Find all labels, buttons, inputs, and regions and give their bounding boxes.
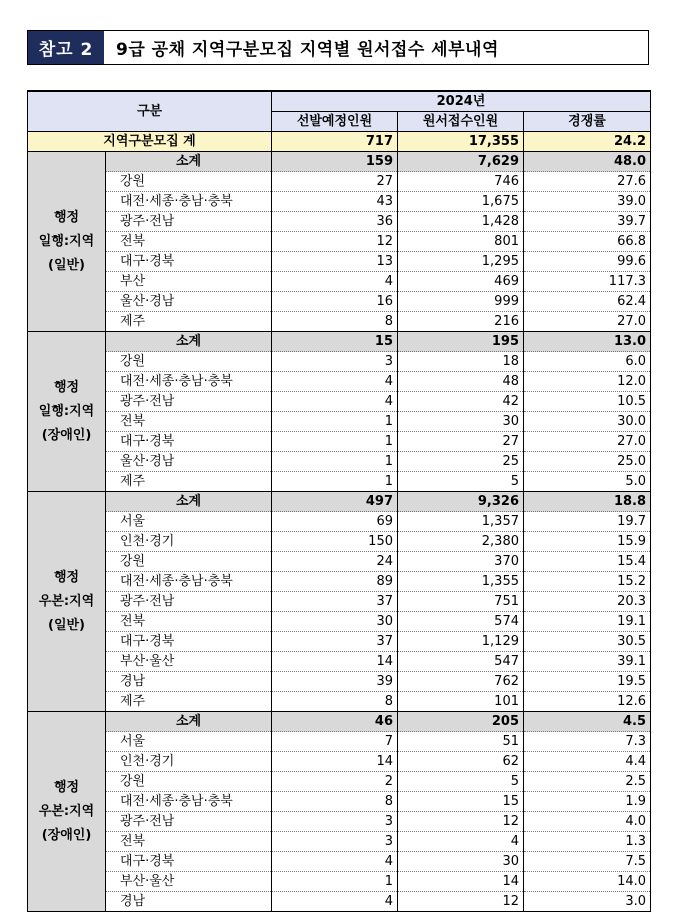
group-label — [28, 712, 106, 912]
group-label-line: 행정 — [53, 569, 80, 585]
application-table — [27, 90, 651, 912]
applied-cell: 1,129 — [398, 632, 524, 652]
applied-cell: 30 — [398, 412, 524, 432]
region-cell: 전북 — [106, 612, 272, 632]
applied-cell: 1,357 — [398, 512, 524, 532]
group-label-line: (장애인) — [41, 427, 92, 443]
subtotal-rate: 48.0 — [524, 152, 651, 172]
table-row — [28, 412, 651, 432]
selected-cell: 3 — [272, 812, 398, 832]
region-cell: 광주·전남 — [106, 212, 272, 232]
selected-cell: 2 — [272, 772, 398, 792]
group-label-line: 우본:지역 — [38, 593, 95, 609]
rate-cell: 66.8 — [524, 232, 651, 252]
table-row — [28, 172, 651, 192]
region-cell: 인천·경기 — [106, 752, 272, 772]
region-cell: 제주 — [106, 472, 272, 492]
applied-cell: 30 — [398, 852, 524, 872]
table-row — [28, 652, 651, 672]
group-label-line: 우본:지역 — [38, 803, 95, 819]
rate-cell: 15.9 — [524, 532, 651, 552]
region-cell: 서울 — [106, 732, 272, 752]
region-cell: 인천·경기 — [106, 532, 272, 552]
subtotal-applied: 205 — [398, 712, 524, 732]
rate-cell: 1.9 — [524, 792, 651, 812]
selected-cell: 43 — [272, 192, 398, 212]
applied-cell: 12 — [398, 812, 524, 832]
selected-cell: 7 — [272, 732, 398, 752]
applied-cell: 18 — [398, 352, 524, 372]
rate-cell: 10.5 — [524, 392, 651, 412]
table-row — [28, 572, 651, 592]
subtotal-rate: 18.8 — [524, 492, 651, 512]
table-row — [28, 212, 651, 232]
selected-cell: 150 — [272, 532, 398, 552]
subtotal-label: 소계 — [106, 492, 272, 512]
table-row — [28, 452, 651, 472]
rate-cell: 25.0 — [524, 452, 651, 472]
header-applied: 원서접수인원 — [398, 112, 524, 132]
region-cell: 제주 — [106, 692, 272, 712]
applied-cell: 14 — [398, 872, 524, 892]
group-label-line: (일반) — [48, 617, 85, 633]
title-box — [27, 30, 649, 65]
applied-cell: 999 — [398, 292, 524, 312]
region-cell: 제주 — [106, 312, 272, 332]
applied-cell: 370 — [398, 552, 524, 572]
selected-cell: 30 — [272, 612, 398, 632]
region-cell: 대전·세종·충남·충북 — [106, 792, 272, 812]
header-selected: 선발예정인원 — [272, 112, 398, 132]
rate-cell: 7.3 — [524, 732, 651, 752]
total-applied: 17,355 — [398, 132, 524, 152]
table-row — [28, 252, 651, 272]
applied-cell: 62 — [398, 752, 524, 772]
subtotal-applied: 195 — [398, 332, 524, 352]
table-body — [28, 132, 651, 912]
rate-cell: 27.0 — [524, 432, 651, 452]
applied-cell: 216 — [398, 312, 524, 332]
rate-cell: 5.0 — [524, 472, 651, 492]
region-cell: 부산·울산 — [106, 652, 272, 672]
subtotal-label: 소계 — [106, 152, 272, 172]
region-cell: 대전·세종·충남·충북 — [106, 192, 272, 212]
applied-cell: 15 — [398, 792, 524, 812]
region-cell: 대구·경북 — [106, 432, 272, 452]
subtotal-rate: 4.5 — [524, 712, 651, 732]
rate-cell: 27.6 — [524, 172, 651, 192]
region-cell: 광주·전남 — [106, 392, 272, 412]
rate-cell: 6.0 — [524, 352, 651, 372]
subtotal-label: 소계 — [106, 332, 272, 352]
selected-cell: 89 — [272, 572, 398, 592]
table-row — [28, 772, 651, 792]
applied-cell: 12 — [398, 892, 524, 912]
rate-cell: 39.0 — [524, 192, 651, 212]
rate-cell: 39.7 — [524, 212, 651, 232]
selected-cell: 4 — [272, 392, 398, 412]
table-row — [28, 852, 651, 872]
group-label — [28, 332, 106, 492]
table-row — [28, 592, 651, 612]
group-label-line: 일행:지역 — [38, 403, 95, 419]
subtotal-applied: 7,629 — [398, 152, 524, 172]
table-row — [28, 192, 651, 212]
applied-cell: 746 — [398, 172, 524, 192]
subtotal-selected: 159 — [272, 152, 398, 172]
header-year: 2024년 — [272, 91, 651, 112]
rate-cell: 27.0 — [524, 312, 651, 332]
applied-cell: 42 — [398, 392, 524, 412]
table-row — [28, 892, 651, 912]
region-cell: 전북 — [106, 412, 272, 432]
selected-cell: 37 — [272, 592, 398, 612]
table-row — [28, 352, 651, 372]
subtotal-selected: 15 — [272, 332, 398, 352]
group-label — [28, 152, 106, 332]
selected-cell: 12 — [272, 232, 398, 252]
table-row — [28, 732, 651, 752]
selected-cell: 8 — [272, 792, 398, 812]
rate-cell: 7.5 — [524, 852, 651, 872]
region-cell: 경남 — [106, 672, 272, 692]
selected-cell: 16 — [272, 292, 398, 312]
rate-cell: 19.5 — [524, 672, 651, 692]
region-cell: 대전·세종·충남·충북 — [106, 372, 272, 392]
region-cell: 대구·경북 — [106, 252, 272, 272]
selected-cell: 37 — [272, 632, 398, 652]
table-row — [28, 752, 651, 772]
header-gubun: 구분 — [28, 91, 272, 132]
table-row — [28, 472, 651, 492]
applied-cell: 5 — [398, 772, 524, 792]
subtotal-row — [28, 492, 651, 512]
group-label-line: 행정 — [53, 209, 80, 225]
subtotal-row — [28, 712, 651, 732]
header-row-1 — [28, 91, 651, 112]
table-row — [28, 872, 651, 892]
selected-cell: 8 — [272, 692, 398, 712]
subtotal-row — [28, 152, 651, 172]
selected-cell: 14 — [272, 752, 398, 772]
region-cell: 부산 — [106, 272, 272, 292]
rate-cell: 15.2 — [524, 572, 651, 592]
table-row — [28, 812, 651, 832]
header-rate: 경쟁률 — [524, 112, 651, 132]
selected-cell: 4 — [272, 272, 398, 292]
subtotal-label: 소계 — [106, 712, 272, 732]
rate-cell: 30.0 — [524, 412, 651, 432]
applied-cell: 751 — [398, 592, 524, 612]
selected-cell: 13 — [272, 252, 398, 272]
region-cell: 대전·세종·충남·충북 — [106, 572, 272, 592]
applied-cell: 5 — [398, 472, 524, 492]
applied-cell: 101 — [398, 692, 524, 712]
selected-cell: 24 — [272, 552, 398, 572]
applied-cell: 1,428 — [398, 212, 524, 232]
region-cell: 광주·전남 — [106, 812, 272, 832]
subtotal-selected: 46 — [272, 712, 398, 732]
region-cell: 울산·경남 — [106, 292, 272, 312]
applied-cell: 1,675 — [398, 192, 524, 212]
applied-cell: 27 — [398, 432, 524, 452]
subtotal-applied: 9,326 — [398, 492, 524, 512]
group-label-line: 행정 — [53, 379, 80, 395]
selected-cell: 1 — [272, 452, 398, 472]
region-cell: 대구·경북 — [106, 632, 272, 652]
rate-cell: 14.0 — [524, 872, 651, 892]
table-row — [28, 292, 651, 312]
group-label-line: 일행:지역 — [38, 233, 95, 249]
region-cell: 부산·울산 — [106, 872, 272, 892]
table-row — [28, 672, 651, 692]
selected-cell: 36 — [272, 212, 398, 232]
table-row — [28, 432, 651, 452]
selected-cell: 4 — [272, 852, 398, 872]
rate-cell: 1.3 — [524, 832, 651, 852]
rate-cell: 19.7 — [524, 512, 651, 532]
rate-cell: 117.3 — [524, 272, 651, 292]
selected-cell: 1 — [272, 412, 398, 432]
table-row — [28, 512, 651, 532]
selected-cell: 4 — [272, 892, 398, 912]
selected-cell: 27 — [272, 172, 398, 192]
rate-cell: 20.3 — [524, 592, 651, 612]
region-cell: 강원 — [106, 172, 272, 192]
rate-cell: 4.0 — [524, 812, 651, 832]
rate-cell: 99.6 — [524, 252, 651, 272]
table-row — [28, 372, 651, 392]
selected-cell: 1 — [272, 472, 398, 492]
table-row — [28, 832, 651, 852]
table-row — [28, 392, 651, 412]
region-cell: 강원 — [106, 552, 272, 572]
group-label-line: 행정 — [53, 779, 80, 795]
rate-cell: 30.5 — [524, 632, 651, 652]
region-cell: 울산·경남 — [106, 452, 272, 472]
rate-cell: 15.4 — [524, 552, 651, 572]
applied-cell: 469 — [398, 272, 524, 292]
rate-cell: 12.0 — [524, 372, 651, 392]
selected-cell: 3 — [272, 832, 398, 852]
selected-cell: 39 — [272, 672, 398, 692]
applied-cell: 762 — [398, 672, 524, 692]
selected-cell: 69 — [272, 512, 398, 532]
applied-cell: 25 — [398, 452, 524, 472]
table-row — [28, 632, 651, 652]
selected-cell: 1 — [272, 432, 398, 452]
table-row — [28, 312, 651, 332]
applied-cell: 547 — [398, 652, 524, 672]
table-row — [28, 232, 651, 252]
applied-cell: 1,295 — [398, 252, 524, 272]
rate-cell: 2.5 — [524, 772, 651, 792]
subtotal-rate: 13.0 — [524, 332, 651, 352]
rate-cell: 62.4 — [524, 292, 651, 312]
rate-cell: 39.1 — [524, 652, 651, 672]
table-row — [28, 552, 651, 572]
group-label-line: (일반) — [48, 257, 85, 273]
rate-cell: 19.1 — [524, 612, 651, 632]
region-cell: 전북 — [106, 232, 272, 252]
region-cell: 전북 — [106, 832, 272, 852]
rate-cell: 12.6 — [524, 692, 651, 712]
selected-cell: 4 — [272, 372, 398, 392]
group-label — [28, 492, 106, 712]
region-cell: 강원 — [106, 352, 272, 372]
applied-cell: 574 — [398, 612, 524, 632]
applied-cell: 48 — [398, 372, 524, 392]
total-selected: 717 — [272, 132, 398, 152]
selected-cell: 3 — [272, 352, 398, 372]
applied-cell: 801 — [398, 232, 524, 252]
table-row — [28, 272, 651, 292]
total-row — [28, 132, 651, 152]
subtotal-row — [28, 332, 651, 352]
table-row — [28, 612, 651, 632]
applied-cell: 1,355 — [398, 572, 524, 592]
region-cell: 광주·전남 — [106, 592, 272, 612]
applied-cell: 51 — [398, 732, 524, 752]
region-cell: 강원 — [106, 772, 272, 792]
applied-cell: 2,380 — [398, 532, 524, 552]
selected-cell: 14 — [272, 652, 398, 672]
selected-cell: 8 — [272, 312, 398, 332]
region-cell: 서울 — [106, 512, 272, 532]
region-cell: 대구·경북 — [106, 852, 272, 872]
total-label: 지역구분모집 계 — [28, 132, 272, 152]
region-cell: 경남 — [106, 892, 272, 912]
reference-tag: 참고 2 — [28, 31, 104, 64]
applied-cell: 4 — [398, 832, 524, 852]
group-label-line: (장애인) — [41, 827, 92, 843]
total-rate: 24.2 — [524, 132, 651, 152]
table-row — [28, 692, 651, 712]
table-row — [28, 532, 651, 552]
table-row — [28, 792, 651, 812]
rate-cell: 4.4 — [524, 752, 651, 772]
subtotal-selected: 497 — [272, 492, 398, 512]
page-title: 9급 공채 지역구분모집 지역별 원서접수 세부내역 — [116, 40, 499, 60]
rate-cell: 3.0 — [524, 892, 651, 912]
selected-cell: 1 — [272, 872, 398, 892]
